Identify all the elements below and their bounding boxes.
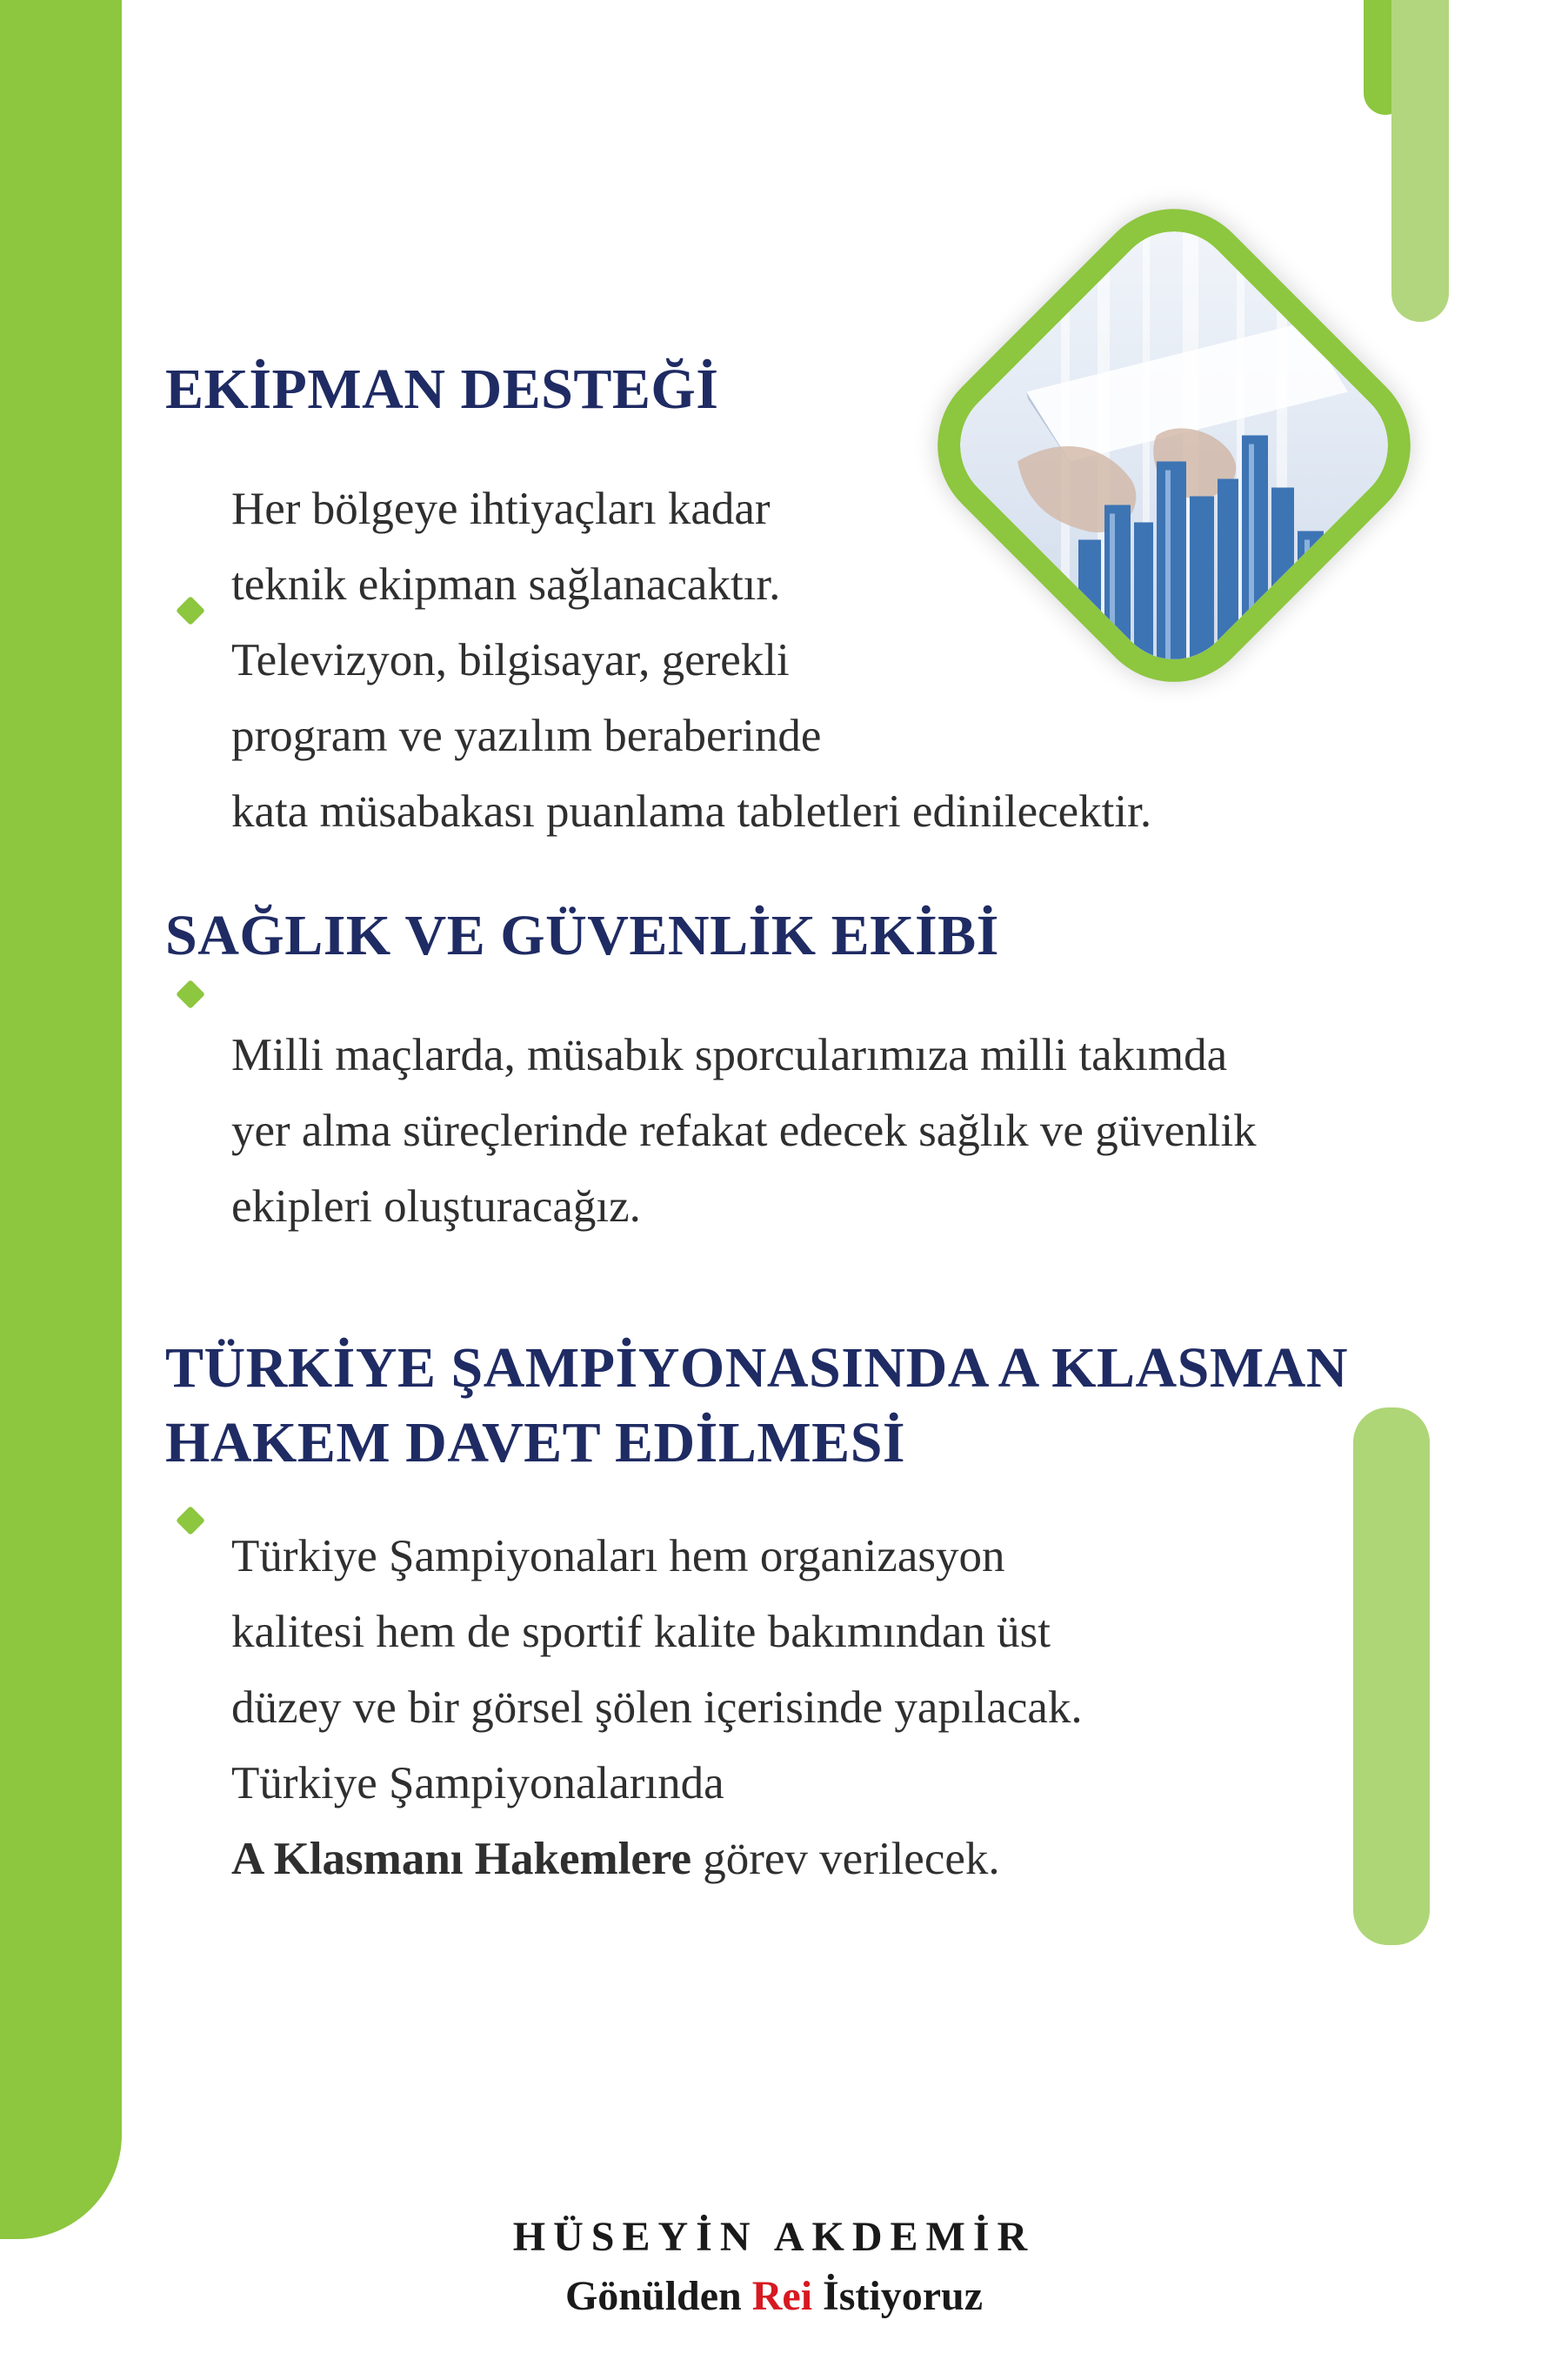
left-green-bar (0, 0, 122, 2239)
paragraph-line: program ve yazılım beraberinde (231, 711, 822, 761)
heading-line: TÜRKİYE ŞAMPİYONASINDA A KLASMAN (165, 1336, 1349, 1400)
slogan-highlight: Rei (751, 2273, 813, 2319)
heading-equipment-support: EKİPMAN DESTEĞİ (165, 358, 719, 421)
bold-phrase: A Klasmanı Hakemlere (231, 1834, 691, 1884)
paragraph-line: Türkiye Şampiyonalarında (231, 1758, 724, 1808)
paragraph-line: yer alma süreçlerinde refakat edecek sağlık ve güvenlik (231, 1106, 1257, 1156)
paragraph-line: kata müsabakası puanlama tabletleri edinilecektir. (231, 786, 1152, 837)
slogan-part-2: İstiyoruz (812, 2273, 984, 2319)
paragraph-line (231, 1822, 1083, 1897)
paragraph-line: teknik ekipman sağlanacaktır. (231, 559, 781, 610)
line-remainder: görev verilecek. (691, 1834, 1000, 1884)
paragraph-line: Her bölgeye ihtiyaçları kadar (231, 484, 771, 534)
paragraph-line: Türkiye Şampiyonaları hem organizasyon (231, 1531, 1005, 1581)
paragraph-health-security-team (231, 1018, 1257, 1245)
paragraph-equipment-support (231, 471, 1151, 850)
heading-a-class-referee-invitation (165, 1331, 1348, 1481)
paragraph-line: düzey ve bir görsel şölen içerisinde yapılacak. (231, 1682, 1083, 1733)
top-green-pill-light (1391, 0, 1449, 322)
footer-slogan (0, 2272, 1548, 2320)
paragraph-a-class-referee-invitation (231, 1519, 1083, 1897)
bullet-diamond-icon (176, 979, 205, 1009)
right-green-pill (1353, 1407, 1430, 1945)
heading-line: HAKEM DAVET EDİLMESİ (165, 1411, 906, 1474)
paragraph-line: ekipleri oluşturacağız. (231, 1181, 641, 1232)
paragraph-line: kalitesi hem de sportif kalite bakımından üst (231, 1607, 1051, 1657)
bullet-diamond-icon (176, 1506, 205, 1535)
bullet-diamond-icon (176, 596, 205, 625)
heading-health-security-team: SAĞLIK VE GÜVENLİK EKİBİ (165, 904, 999, 967)
footer-candidate-name: HÜSEYİN AKDEMİR (512, 2214, 1036, 2260)
paragraph-line: Milli maçlarda, müsabık sporcularımıza milli takımda (231, 1030, 1228, 1080)
paragraph-line: Televizyon, bilgisayar, gerekli (231, 635, 790, 685)
slogan-part-1: Gönülden (564, 2273, 752, 2319)
